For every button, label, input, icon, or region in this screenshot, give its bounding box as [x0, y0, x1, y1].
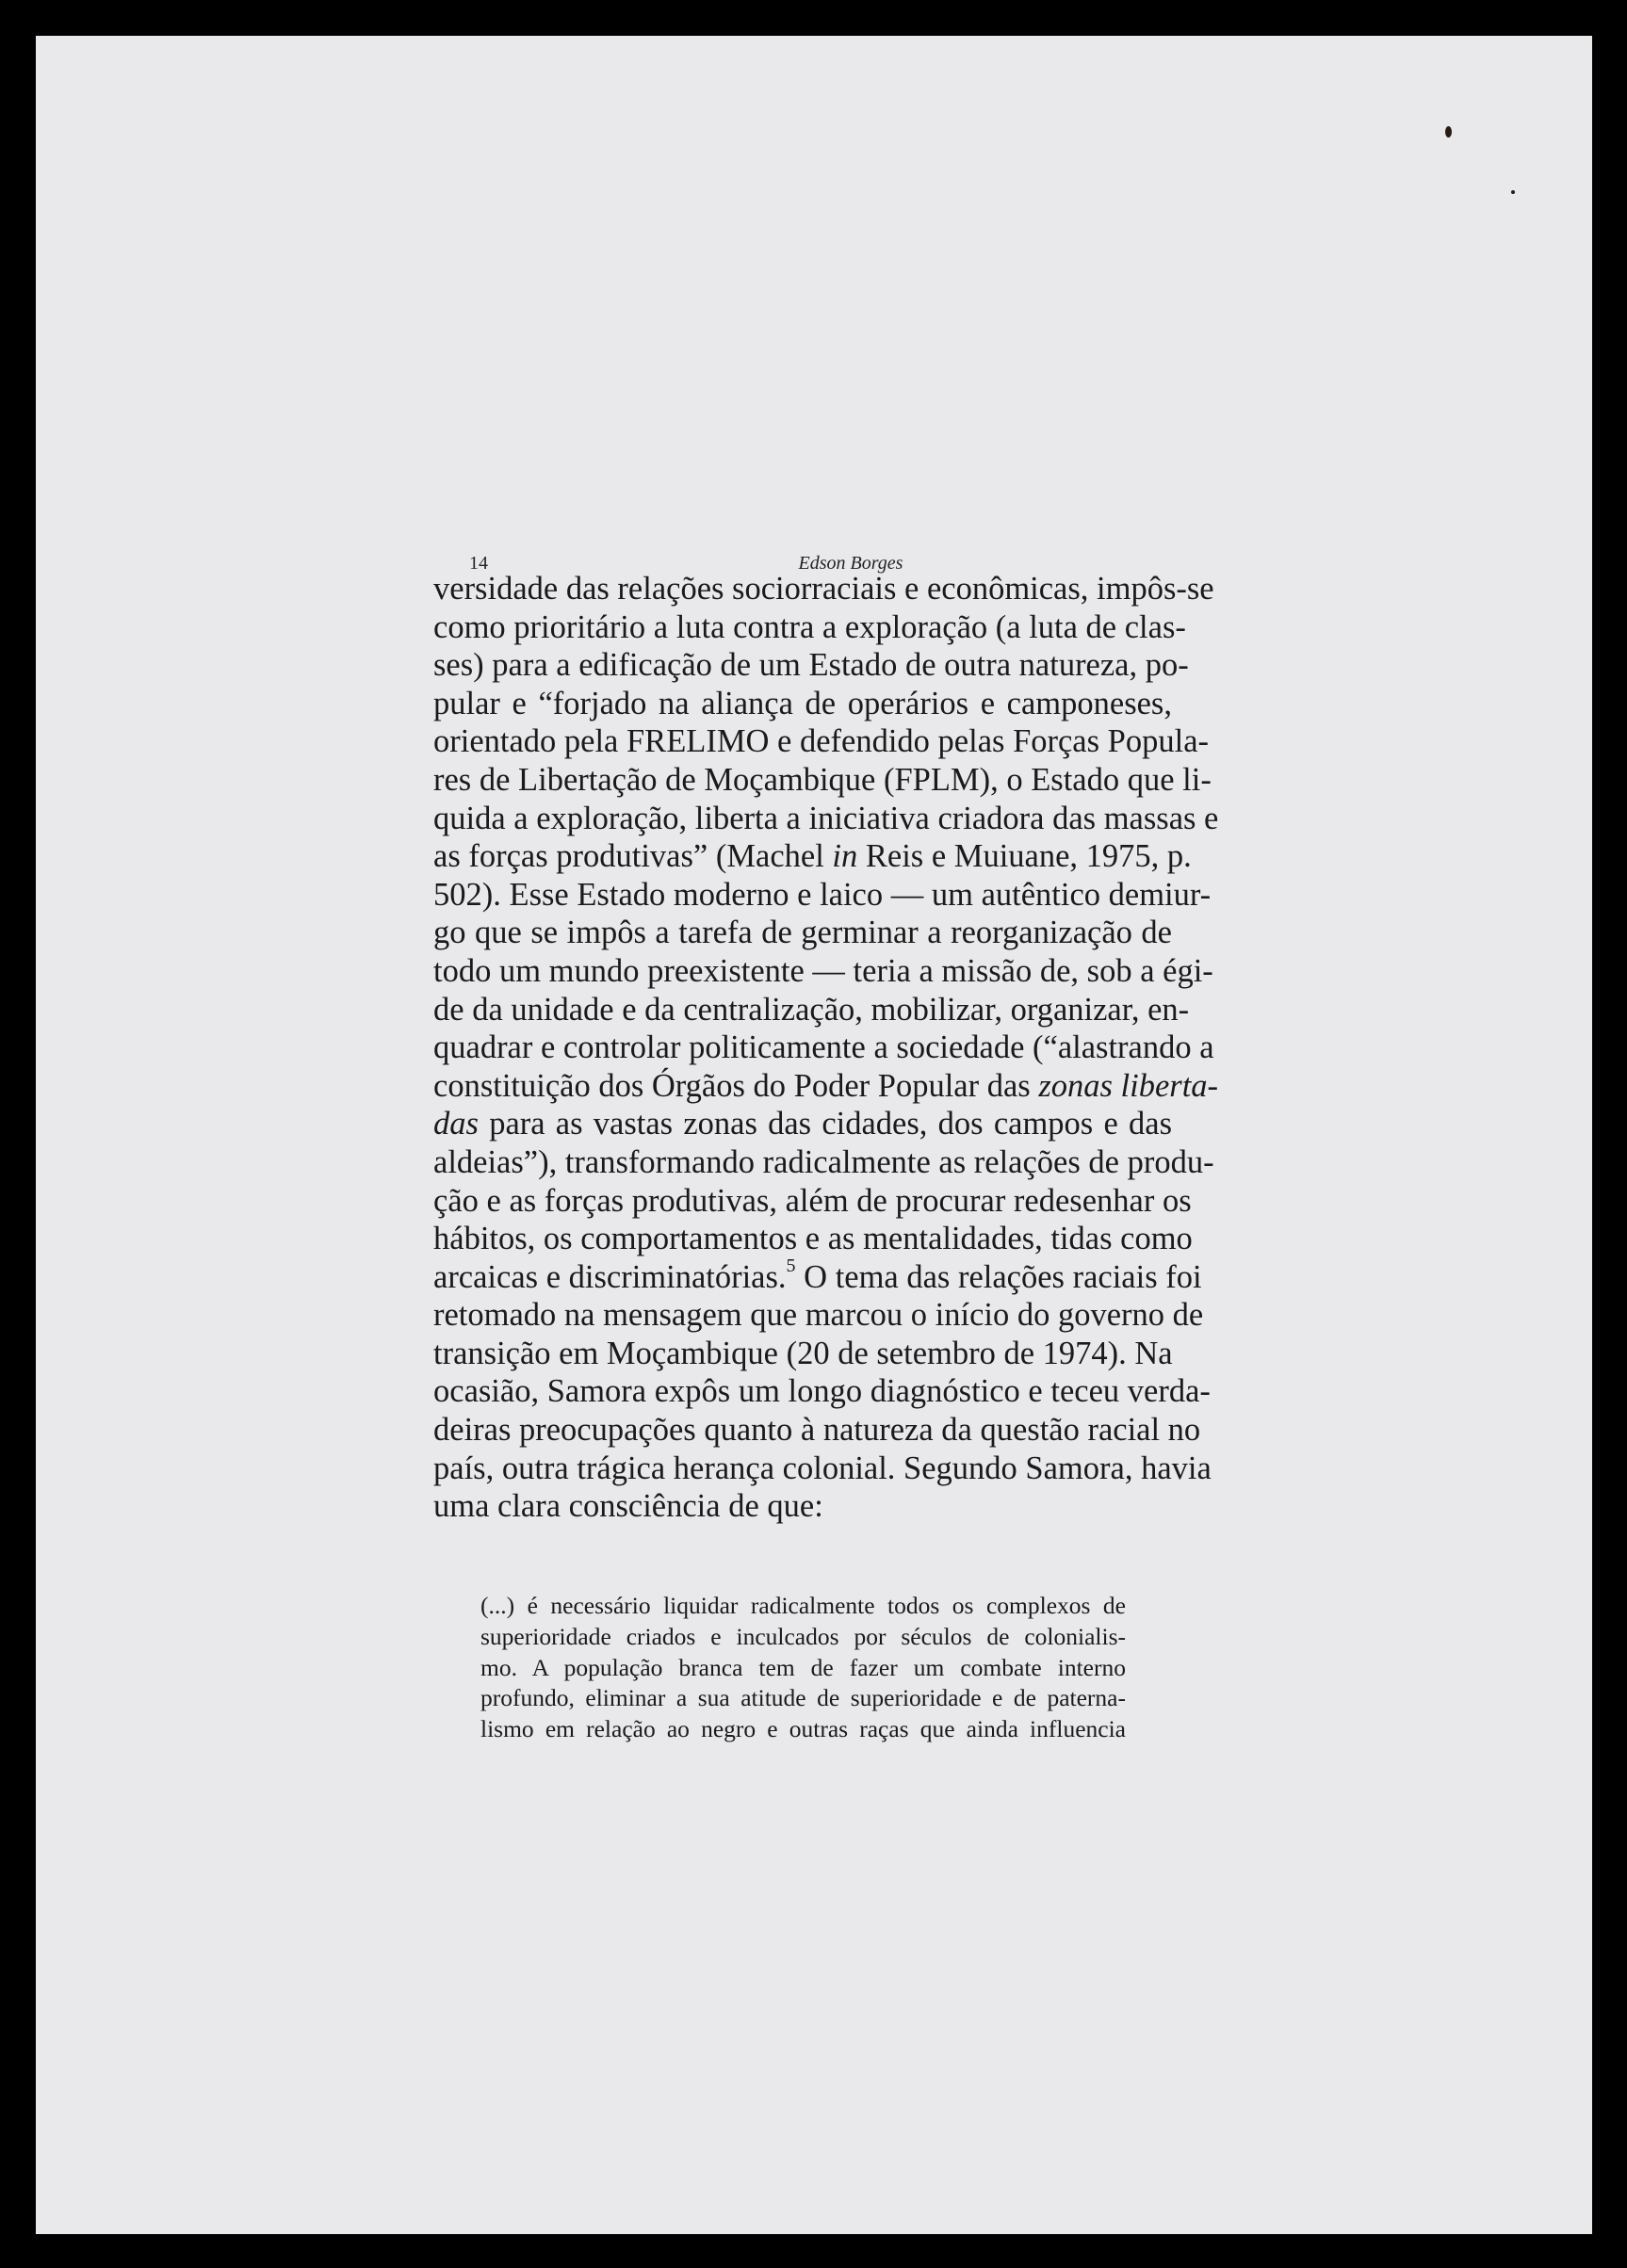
text-line: hábitos, os comportamentos e as mentalidades, tidas como: [433, 1221, 1193, 1257]
ink-speck: [1511, 190, 1515, 194]
text-line: quadrar e controlar politicamente a sociedade (“alastrando a: [433, 1029, 1214, 1066]
text-line: retomado na mensagem que marcou o início do governo de: [433, 1297, 1204, 1334]
footnote-marker: 5: [786, 1256, 796, 1277]
italic-in: in: [832, 838, 858, 875]
text-line: ção e as forças produtivas, além de procurar redesenhar os: [433, 1182, 1192, 1219]
quote-line: superioridade criados e inculcados por séculos de colonialis-: [480, 1622, 1126, 1650]
text-line: aldeias”), transformando radicalmente as relações de produ-: [433, 1143, 1214, 1180]
text-line: transição em Moçambique (20 de setembro de 1974). Na: [433, 1335, 1173, 1371]
text-line: [433, 837, 1192, 876]
quote-line: (...) é necessário liquidar radicalmente todos os complexos de: [480, 1592, 1126, 1619]
text-run: as forças produtivas” (Machel: [433, 838, 824, 875]
text-line: ocasião, Samora expôs um longo diagnóstico e teceu verda-: [433, 1373, 1211, 1410]
italic-zonas-libertadas: zonas liberta-: [1038, 1067, 1219, 1104]
text-line: res de Libertação de Moçambique (FPLM), o Estado que li-: [433, 761, 1212, 798]
quote-line: profundo, eliminar a sua atitude de superioridade e de paterna-: [480, 1684, 1126, 1712]
text-line: [433, 1256, 1202, 1297]
text-run: O tema das relações raciais foi: [804, 1258, 1202, 1295]
running-head: Edson Borges: [798, 553, 903, 574]
quote-line: lismo em relação ao negro e outras raças que ainda influencia: [480, 1715, 1126, 1743]
text-line: ses) para a edificação de um Estado de outra natureza, po-: [433, 647, 1189, 684]
text-line: 502). Esse Estado moderno e laico — um autêntico demiur-: [433, 876, 1212, 913]
text-line: quida a exploração, liberta a iniciativa criadora das massas e: [433, 800, 1219, 836]
text-line: [433, 1067, 1219, 1106]
text-line: de da unidade e da centralização, mobilizar, organizar, en-: [433, 991, 1190, 1028]
block-quote: [480, 1591, 1126, 1745]
text-line: uma clara consciência de que:: [433, 1488, 823, 1525]
text-line: orientado pela FRELIMO e defendido pelas Forças Popula-: [433, 723, 1209, 760]
text-run: constituição dos Órgãos do Poder Popular das: [433, 1067, 1031, 1104]
text-run: Reis e Muiuane, 1975, p.: [865, 838, 1192, 875]
text-run: arcaicas e discriminatórias.: [433, 1258, 787, 1295]
text-line: todo um mundo preexistente — teria a missão de, sob a égi-: [433, 952, 1213, 989]
page-number: 14: [469, 553, 488, 574]
body-paragraph: [433, 570, 1219, 1526]
text-line: como prioritário a luta contra a exploração (a luta de clas-: [433, 608, 1186, 645]
text-line: pular e “forjado na aliança de operários e camponeses,: [433, 685, 1172, 721]
ink-speck: [1445, 126, 1452, 138]
text-line: deiras preocupações quanto à natureza da questão racial no: [433, 1412, 1201, 1449]
italic-das: das: [433, 1106, 479, 1142]
text-line: país, outra trágica herança colonial. Segundo Samora, havia: [433, 1450, 1212, 1486]
text-run: para as vastas zonas das cidades, dos campos e das: [489, 1106, 1172, 1142]
text-line: [433, 1105, 1172, 1143]
text-line: versidade das relações sociorraciais e econômicas, impôs-se: [433, 571, 1214, 607]
quote-line: mo. A população branca tem de fazer um combate interno: [480, 1653, 1126, 1681]
text-line: go que se impôs a tarefa de germinar a reorganização de: [433, 915, 1172, 951]
